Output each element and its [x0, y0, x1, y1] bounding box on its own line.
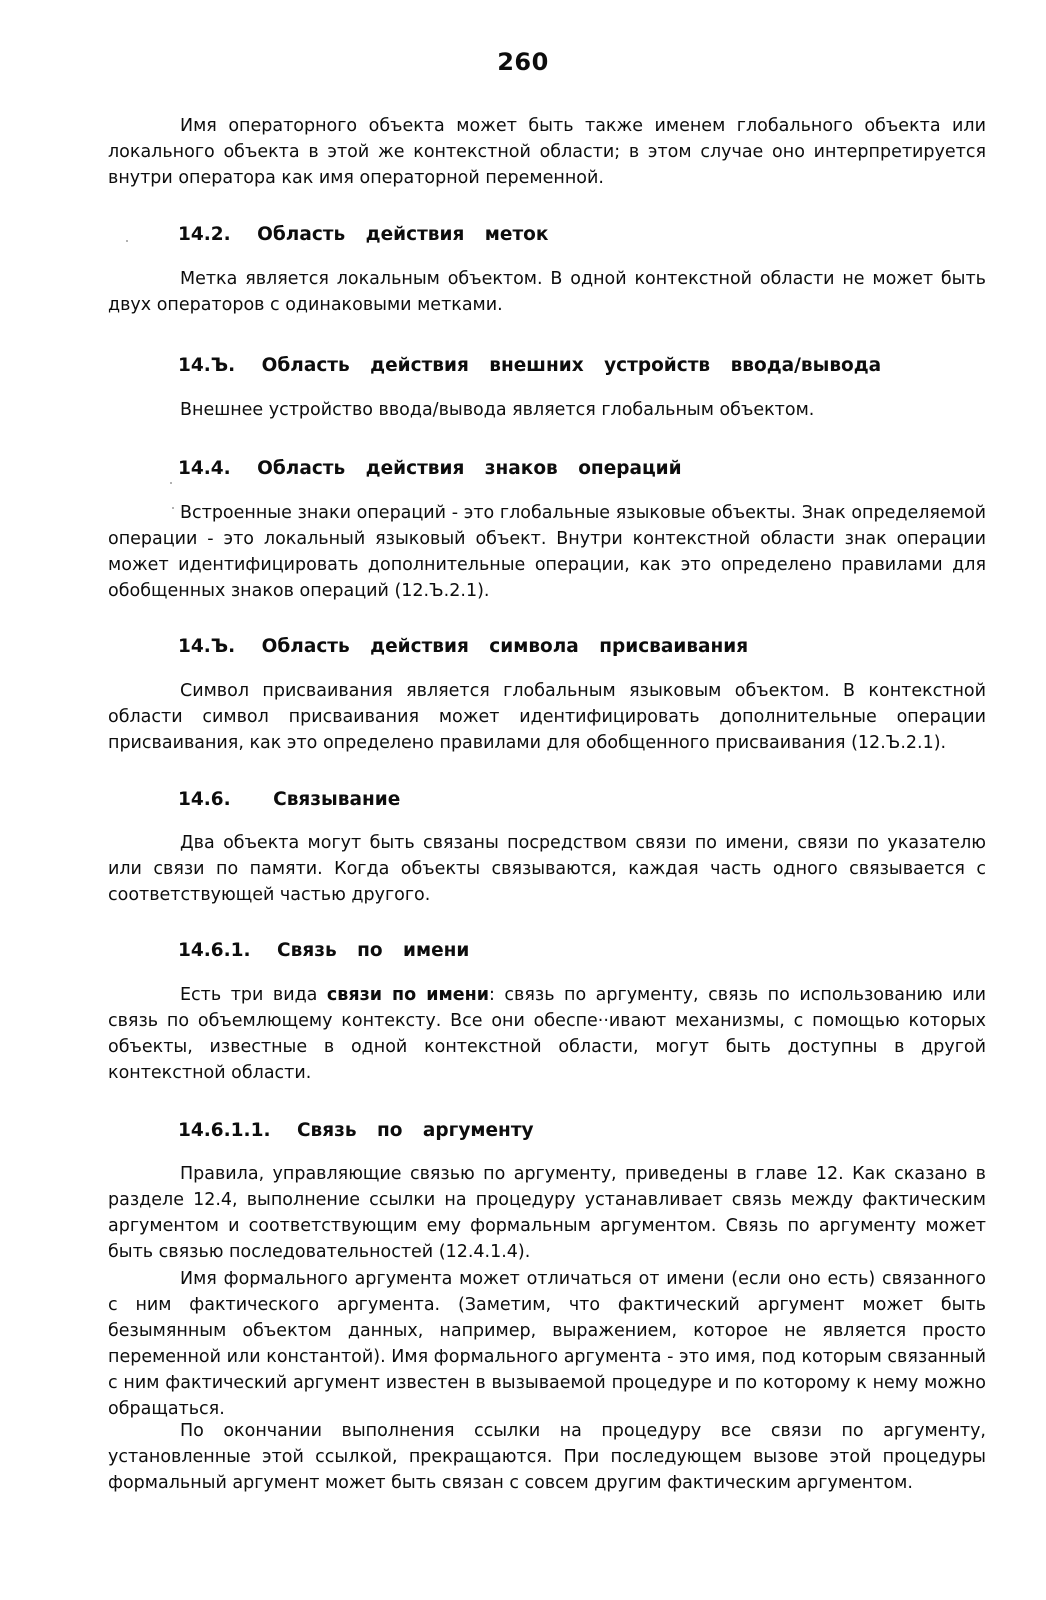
page-number: 260: [497, 48, 549, 76]
heading-14-6-1-number: 14.6.1.: [178, 940, 251, 961]
term-name-association: связи по имени: [326, 985, 490, 1005]
scan-speck: [172, 507, 174, 509]
heading-14-6: [178, 789, 400, 810]
heading-14-2: [178, 224, 548, 245]
heading-14-6-title: Связывание: [273, 789, 401, 810]
paragraph-14-6: Два объекта могут быть связаны посредством связи по имени, связи по указателю или связи по памяти. Когда объекты связываются, каждая часть одного связывается с соответствующей частью другого.: [108, 833, 986, 905]
heading-14-3-number: 14.Ъ.: [178, 355, 236, 376]
heading-14-3-title: Область действия внешних устройств ввода/вывода: [261, 355, 882, 376]
paragraph-14-6-1-start: Есть три вида: [180, 985, 327, 1005]
paragraph-14-4: Встроенные знаки операций - это глобальные языковые объекты. Знак определяемой операции - это локальный языковый объект. Внутри контекстной области знак операции может идентифицировать дополнительные операции, как это определено правилами для обобщенных знаков операций (12.Ъ.2.1).: [108, 503, 986, 601]
heading-14-4: [178, 458, 682, 479]
paragraph-intro: Имя операторного объекта может быть также именем глобального объекта или локального объекта в этой же контекстной области; в этом случае оно интерпретируется внутри оператора как имя операторной переменной.: [108, 116, 986, 188]
heading-14-6-1-1-number: 14.6.1.1.: [178, 1120, 271, 1141]
heading-14-4-title: Область действия знаков операций: [257, 458, 682, 479]
paragraph-14-2: Метка является локальным объектом. В одной контекстной области не может быть двух операторов с одинаковыми метками.: [108, 269, 986, 315]
heading-14-6-1-1: [178, 1120, 534, 1141]
heading-14-2-number: 14.2.: [178, 224, 231, 245]
paragraph-14-6-1-1-b: Имя формального аргумента может отличаться от имени (если оно есть) связанного с ним фактического аргумента. (Заметим, что фактический аргумент может быть безымянным объектом данных, например, выражением, которое не является просто переменной или константой). Имя формального аргумента - это имя, под которым связанный с ним фактический аргумент известен в вызываемой процедуре и по которому к нему можно обращаться.: [108, 1269, 986, 1419]
paragraph-14-5: Символ присваивания является глобальным языковым объектом. В контекстной области символ присваивания может идентифицировать дополнительные операции присваивания, как это определено правилами для обобщенного присваивания (12.Ъ.2.1).: [108, 681, 986, 753]
heading-14-6-1: [178, 940, 469, 961]
heading-14-2-title: Область действия меток: [257, 224, 549, 245]
paragraph-14-6-1-1-c: По окончании выполнения ссылки на процедуру все связи по аргументу, установленные этой ссылкой, прекращаются. При последующем вызове этой процедуры формальный аргумент может быть связан с совсем другим фактическим аргументом.: [108, 1421, 986, 1493]
paragraph-14-6-1-1-a: Правила, управляющие связью по аргументу, приведены в главе 12. Как сказано в разделе 12.4, выполнение ссылки на процедуру устанавливает связь между фактическим аргументом и соответствующим ему формальным аргументом. Связь по аргументу может быть связью последовательностей (12.4.1.4).: [108, 1164, 986, 1262]
scan-speck: [170, 482, 172, 484]
paragraph-14-6-1: [108, 982, 986, 1086]
paragraph-14-6-1-rest: : связь по аргументу, связь по использованию или связь по объемлющему контексту. Все они обеспе··ивают механизмы, с помощью которых объекты, известные в одной контекстной области, могут быть доступны в другой контекстной области.: [108, 985, 987, 1083]
heading-14-5-number: 14.Ъ.: [178, 636, 236, 657]
heading-14-3: [178, 355, 881, 376]
heading-14-5: [178, 636, 748, 657]
heading-14-6-number: 14.6.: [178, 789, 231, 810]
paragraph-14-3: Внешнее устройство ввода/вывода является глобальным объектом.: [180, 400, 815, 420]
heading-14-4-number: 14.4.: [178, 458, 231, 479]
heading-14-5-title: Область действия символа присваивания: [261, 636, 749, 657]
heading-14-6-1-title: Связь по имени: [277, 940, 470, 961]
heading-14-6-1-1-title: Связь по аргументу: [296, 1120, 534, 1141]
scan-speck: [126, 240, 128, 242]
